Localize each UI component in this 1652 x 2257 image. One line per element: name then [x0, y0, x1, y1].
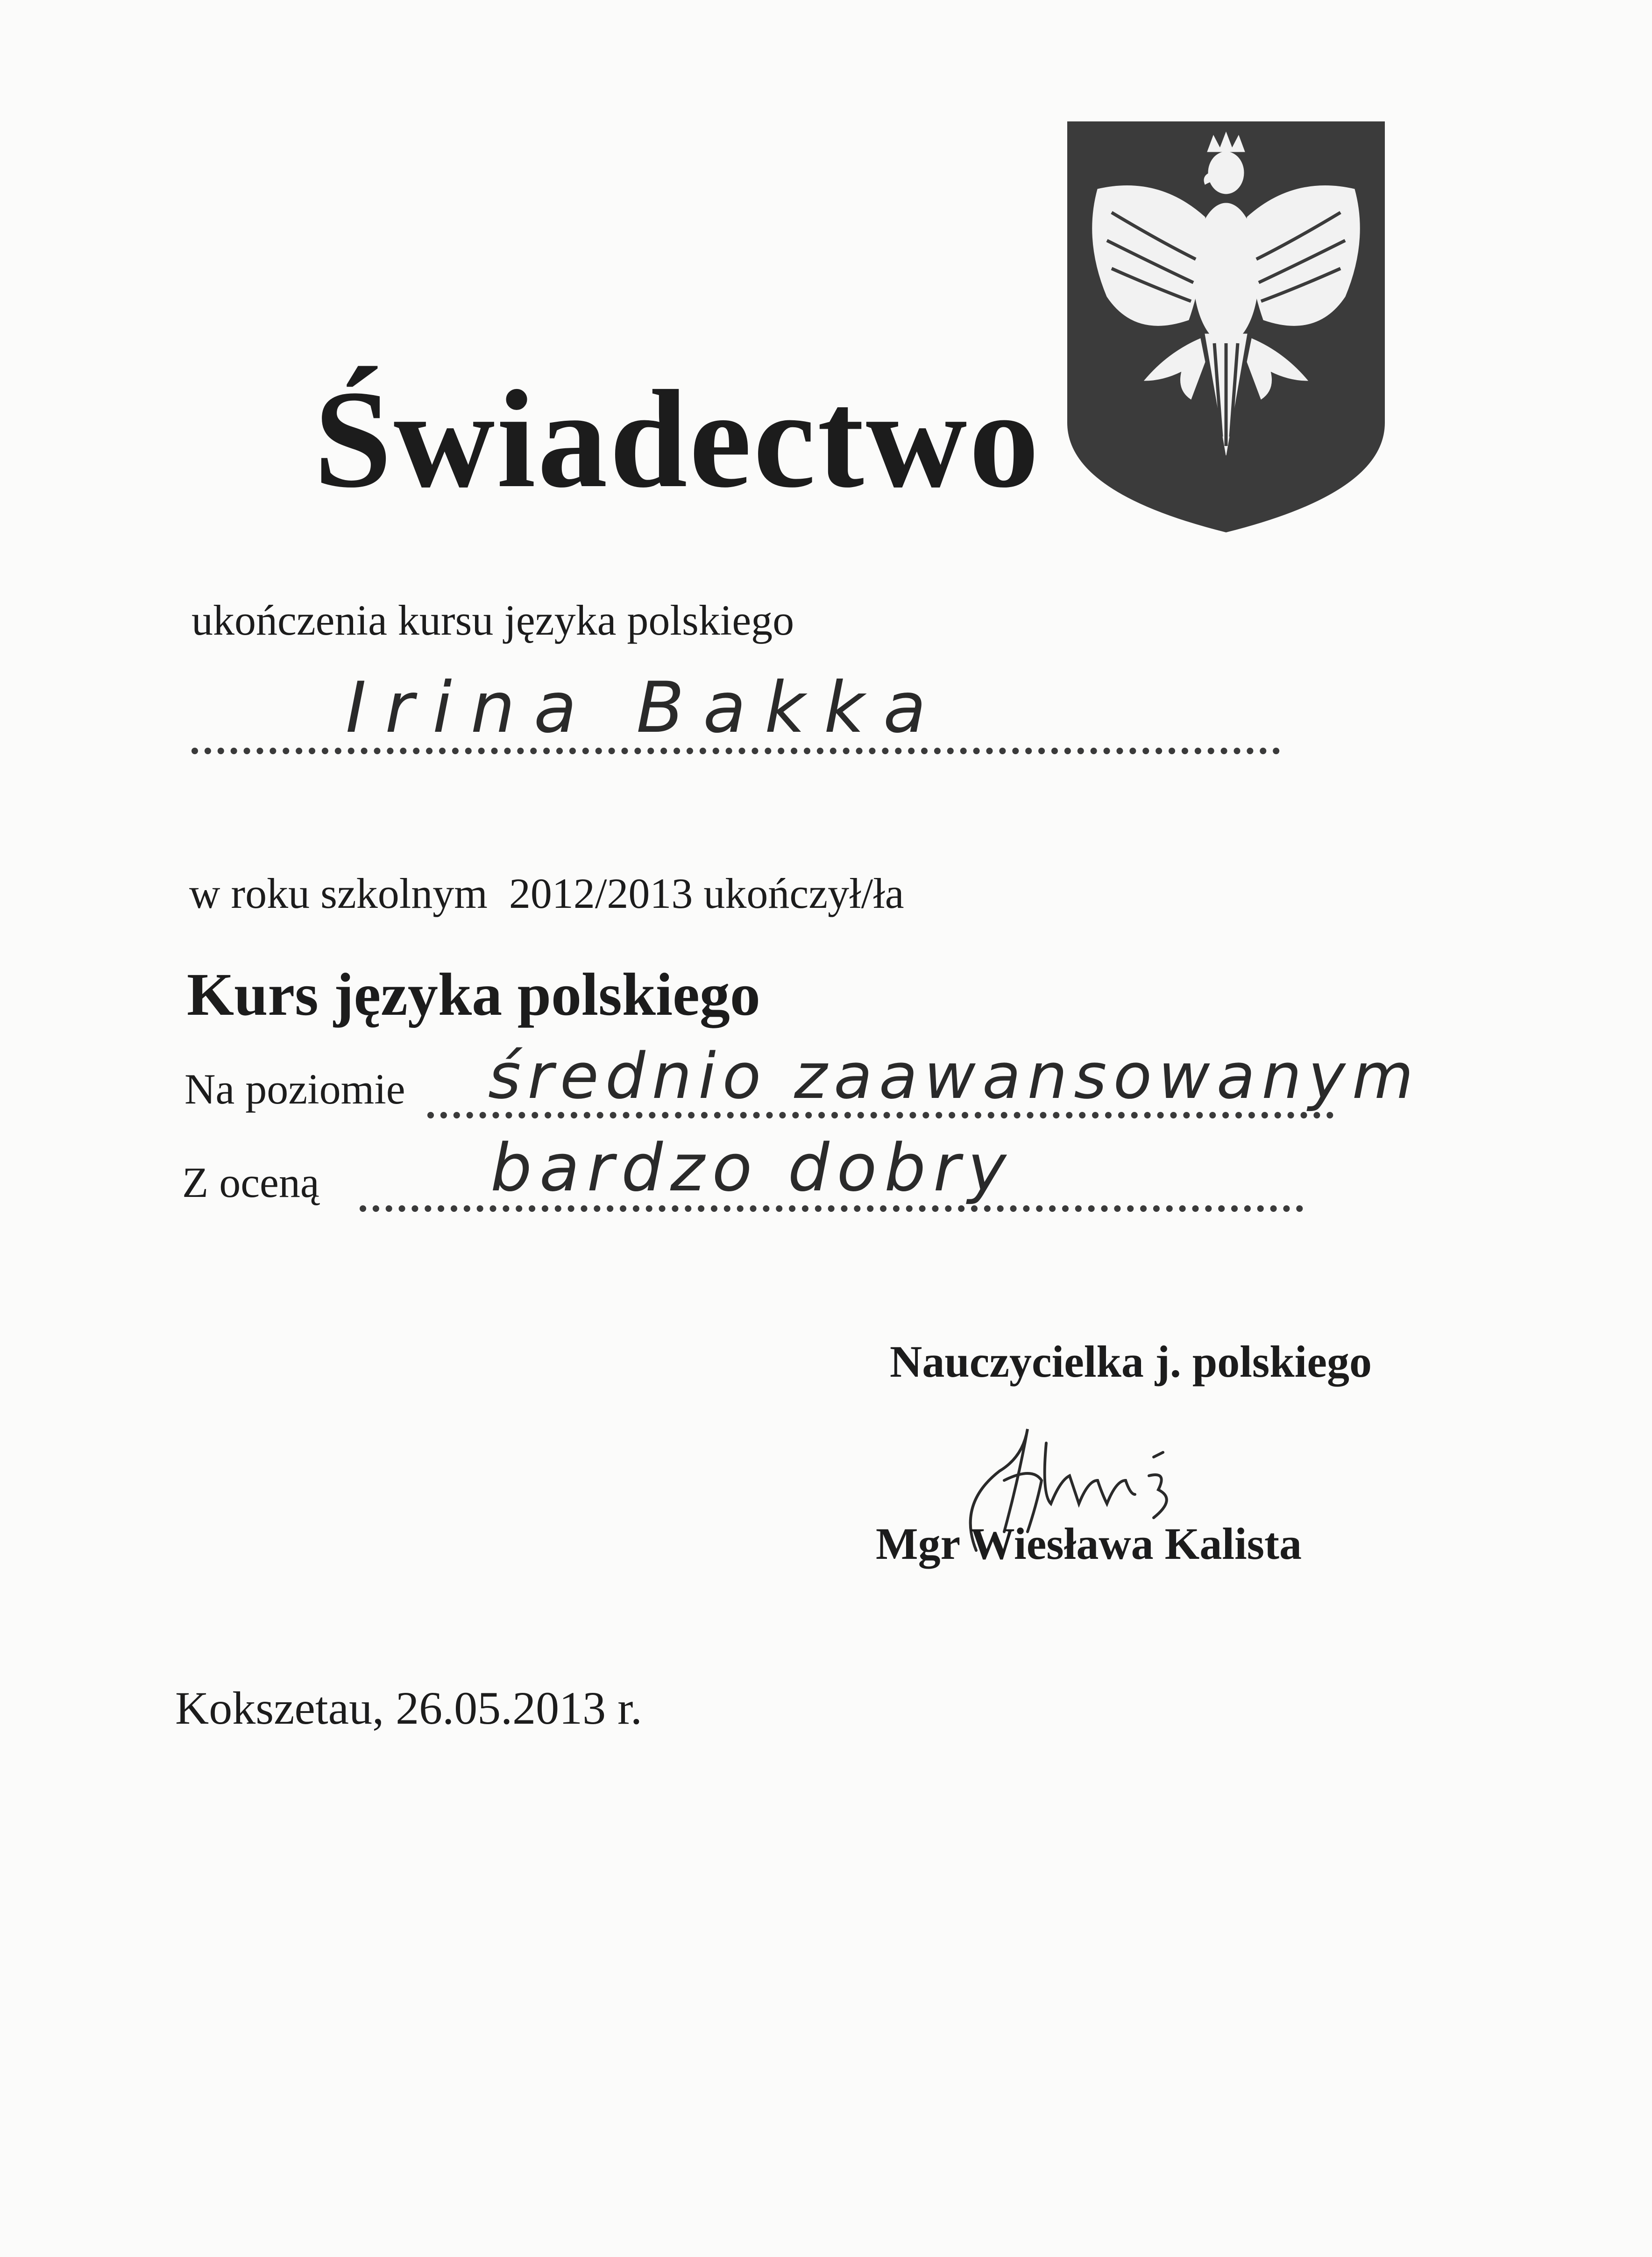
student-name-line: [191, 667, 1280, 759]
grade-row: [182, 1130, 1303, 1217]
dotted-line: [427, 1112, 1333, 1118]
level-value: średnio zaawansowanym: [488, 1040, 1420, 1113]
level-row: [184, 1040, 1420, 1123]
student-name: Irina Bakka: [346, 667, 945, 749]
school-year: 2012/2013: [509, 870, 693, 917]
year-prefix: w roku szkolnym: [189, 870, 488, 917]
document-title: Świadectwo: [314, 361, 1041, 516]
dotted-line: [360, 1205, 1303, 1212]
teacher-name: Mgr Wiesława Kalista: [876, 1519, 1302, 1569]
grade-value: bardzo dobry: [490, 1130, 1014, 1206]
teacher-role: Nauczycielka j. polskiego: [890, 1337, 1372, 1387]
year-suffix: ukończył/ła: [703, 870, 904, 917]
document-subtitle: ukończenia kursu języka polskiego: [191, 596, 794, 644]
dotted-line: [191, 748, 1280, 754]
course-title: Kurs języka polskiego: [187, 961, 760, 1028]
level-label: Na poziomie: [184, 1064, 410, 1114]
place-date: Kokszetau, 26.05.2013 r.: [175, 1682, 642, 1734]
school-year-line: [189, 869, 904, 918]
polish-eagle-emblem-icon: [1065, 119, 1387, 535]
grade-label: Z oceną: [182, 1158, 324, 1207]
